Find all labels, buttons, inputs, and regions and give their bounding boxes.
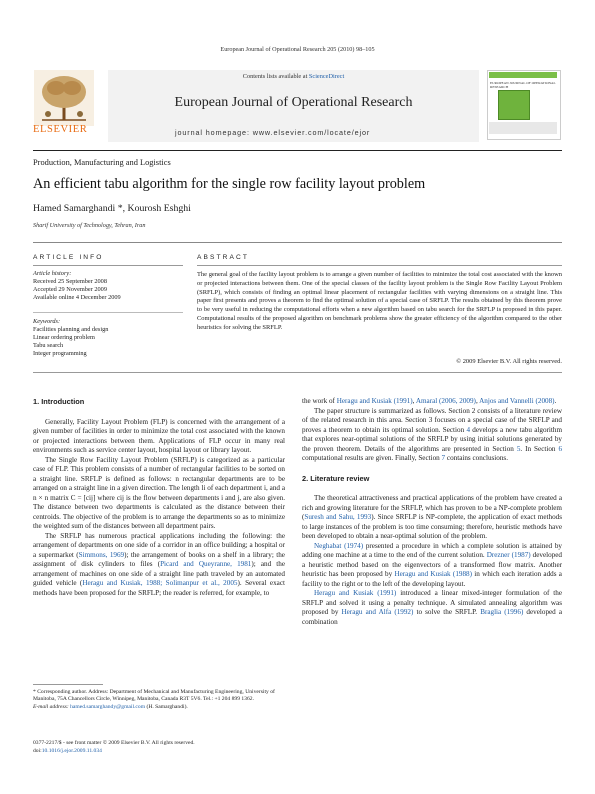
abstract-rule [197, 265, 562, 266]
lit-paragraph-1 [302, 494, 562, 542]
text-run: ); and the arrangement of machines on one side of a straight line path traveled by an automated guided vehicle ( [33, 560, 285, 587]
citation-link[interactable]: Heragu and Alfa (1992) [341, 608, 414, 616]
abstract-heading: ABSTRACT [197, 254, 249, 261]
citation-link[interactable]: Picard and Queyranne, 1981 [160, 560, 252, 568]
authors-rule [33, 242, 562, 243]
section-link[interactable]: 4 [466, 425, 471, 434]
article-history [33, 270, 183, 302]
keywords [33, 318, 183, 358]
article-info-heading: ARTICLE INFO [33, 254, 104, 261]
text-run: the work of [302, 397, 337, 405]
citation-link[interactable]: Simmons, 1969 [78, 550, 125, 559]
cover-footer-bar [489, 122, 557, 134]
section-link[interactable]: 5 [516, 444, 521, 453]
text-run: computational results are given. Finally, Section [302, 454, 442, 462]
text-run: The SRFLP has numerous practical applications including the following: the arrangement of departments on one side of a corridor in an office building; a hospital or a supermarket ( [33, 531, 285, 559]
abstract-text: The general goal of the facility layout problem is to arrange a given number of facilities to minimize the total cost associated with the known or projected interactions between them. One of the special classes of the facility layout problem is the Single Row Facility Layout Problem (SRFLP), which consists of finding an optimal linear placement of rectangular facilities with varying dimensions on a straight line. This paper first presents and proves a theorem to find the optimal solution of a special case of SRFLP. The results obtained by this theorem prove to be very useful in reducing the computational efforts when a new algorithm based on tabu search for the SRFLP is proposed in this paper. Computational results of the proposed algorithm on benchmark problems show the greater efficiency of the algorithm compared to the other heuristics for solving the SRFLP. [197, 271, 562, 331]
citation-link[interactable]: Drezner (1987) [486, 551, 531, 559]
article-info-rule [33, 265, 183, 266]
text-run: ); the arrangement of books on a shelf in a library; the assignment of disk cylinders to files ( [33, 550, 285, 568]
text-run: presented a procedure in which a complete solution is attained by adding one machine at a time to the end of the current solution. [302, 541, 562, 559]
right-column [302, 397, 562, 627]
citation-link[interactable]: Heragu and Kusiak (1991) [336, 397, 413, 405]
text-run: contains conclusions. [445, 454, 508, 462]
front-matter-meta [33, 740, 285, 755]
abstract-bottom-rule [33, 372, 562, 373]
journal-title: European Journal of Operational Research [174, 95, 413, 110]
history-label: Article history: [33, 270, 72, 277]
text-run: in which each iteration adds a facility to the right or to the left of the developing layout. [302, 570, 562, 588]
text-run: to solve the SRFLP. [413, 608, 481, 616]
email-link[interactable]: hamed.samarghandy@gmail.com [70, 703, 146, 710]
article-info-divider [33, 312, 183, 313]
keyword-item: Facilities planning and design [33, 326, 109, 334]
spacer [302, 464, 562, 474]
intro-paragraph-3 [33, 532, 285, 599]
citation-link[interactable]: Heragu and Kusiak (1988) [394, 570, 472, 578]
email-suffix: (H. Samarghandi). [146, 703, 188, 710]
citation-link[interactable]: Neghabat (1974) [314, 541, 364, 550]
corresponding-author-note: * Corresponding author. Address: Department of Mechanical and Manufacturing Engineering, University of Manitoba, 75A Chancellors Circle, Winnipeg, Manitoba, Canada R3T 5V6. Tel.: +1 204 899 1362. [33, 689, 275, 703]
history-received: Received 25 September 2008 [33, 278, 107, 286]
journal-homepage[interactable]: journal homepage: www.elsevier.com/locate/ejor [175, 128, 371, 137]
email-label: E-mail address: [33, 703, 69, 710]
cover-title: EUROPEAN JOURNAL OF OPERATIONAL RESEARCH [490, 81, 556, 89]
continued-paragraph [302, 397, 562, 407]
citation-link[interactable]: Heragu and Kusiak, 1988; Solimanpur et al., 2005 [82, 579, 238, 587]
citation-link[interactable]: Anjos and Vannelli (2008) [479, 397, 555, 405]
doi-label: doi: [33, 747, 42, 754]
lit-paragraph-2 [302, 542, 562, 590]
structure-paragraph [302, 407, 562, 464]
section-link[interactable]: 7 [441, 454, 446, 462]
keywords-label: Keywords: [33, 318, 61, 325]
section-heading-literature-review: 2. Literature review [302, 473, 370, 483]
section-link[interactable]: 6 [558, 444, 563, 453]
section-kicker: Production, Manufacturing and Logistics [33, 158, 171, 167]
text-run: ). Several exact methods have been proposed for the SRFLP; the reader is referred, for example, to [33, 579, 285, 597]
text-run: developed a heuristic method based on the eigenvectors of a transformed flow matrix. Another heuristic has been proposed by [302, 551, 562, 578]
section-heading-introduction: 1. Introduction [33, 397, 85, 406]
footnote [33, 689, 285, 711]
text-run: introduced a linear mixed-integer formulation of the SRFLP and solved it using a penalty technique. A simulated annealing algorithm was proposed by [302, 589, 562, 616]
text-run: developed a combination [302, 608, 563, 626]
authors: Hamed Samarghandi *, Kourosh Eshghi [33, 203, 191, 214]
contents-line [108, 73, 479, 80]
text-run: ). Since SRFLP is NP-complete, the application of exact methods to large instances of the problem is too time consuming; therefore, heuristic methods have been developed to obtain a near-optimal solution of the problem. [302, 513, 563, 540]
citation-link[interactable]: Heragu and Kusiak (1991) [314, 589, 397, 597]
intro-paragraph-2: The Single Row Facility Layout Problem (SRFLP) is categorized as a particular case of FLP. This problem consists of a number of rectangular facilities to be sorted on a straight line. SRFLP is defined as follows: n rectangular departments are to be arranged on a straight line in a given direction. The length li of each department i, and a n × n matrix C = [cij] where cij is the flow between departments i and j, are also given. The distance between two departments is calculated as the distance between their centroids. The objective of the problem is to arrange the departments so as to minimize the weighted sum of the distances between all department pairs. [33, 455, 285, 530]
elsevier-wordmark: ELSEVIER [33, 124, 88, 135]
sciencedirect-link[interactable]: ScienceDirect [308, 73, 345, 80]
text-run: . In Section [520, 444, 559, 453]
doi-link[interactable]: 10.1016/j.ejor.2009.11.034 [41, 747, 102, 754]
text-run: , [412, 397, 416, 405]
elsevier-tree-logo [34, 70, 94, 126]
abstract-copyright: © 2009 Elsevier B.V. All rights reserved. [456, 358, 562, 365]
citation-link[interactable]: Suresh and Sahu, 1993 [304, 513, 372, 521]
keyword-item: Linear ordering problem [33, 334, 95, 342]
citation-link[interactable]: Braglia (1996) [480, 608, 524, 616]
contents-prefix: Contents lists available at [242, 73, 308, 80]
intro-paragraph-1: Generally, Facility Layout Problem (FLP) is concerned with the arrangement of a given number of facilities in order to minimize the total cost associated with the known or projected interactions between them. Applications of FLP occur in many real environments such as service center layout, hospital layout or library layout. [33, 417, 285, 454]
history-online: Available online 4 December 2009 [33, 294, 121, 302]
cover-stripe [489, 72, 557, 78]
keyword-item: Tabu search [33, 342, 64, 350]
affiliation: Sharif University of Technology, Tehran, Iran [33, 222, 146, 229]
doi-line [33, 748, 285, 756]
citation-link[interactable]: Amaral (2006, 2009) [415, 397, 476, 405]
keyword-item: Integer programming [33, 350, 87, 358]
lit-paragraph-3 [302, 589, 562, 627]
footnote-rule [33, 684, 103, 685]
article-title: An efficient tabu algorithm for the single row facility layout problem [33, 176, 426, 192]
running-head: European Journal of Operational Research 205 (2010) 98–105 [220, 46, 375, 53]
text-run: The theoretical attractiveness and practical applications of the problem have created a rich and growing literature for the SRFLP, which has proven to be a NP-complete problem ( [302, 494, 562, 521]
text-run: , [475, 397, 480, 405]
text-run: . [554, 397, 557, 405]
email-line [33, 704, 285, 711]
history-accepted: Accepted 29 November 2009 [33, 286, 107, 294]
cover-image [498, 90, 530, 120]
text-run: The paper structure is summarized as follows. Section 2 consists of a literature review of the related research in this area. Section 3 focuses on a special case of the SRFLP and proves a theorem to obtain its optimal solution. Section [302, 406, 562, 434]
left-column [33, 397, 285, 598]
issn-line: 0377-2217/$ - see front matter © 2009 Elsevier B.V. All rights reserved. [33, 740, 195, 746]
text-run: develops a new tabu algorithm that explores near-optimal solutions of the SRFLP by using initial solutions generated by the proven theorem. Details of the algorithms are presented in Section [302, 425, 562, 453]
header-rule [33, 150, 562, 151]
